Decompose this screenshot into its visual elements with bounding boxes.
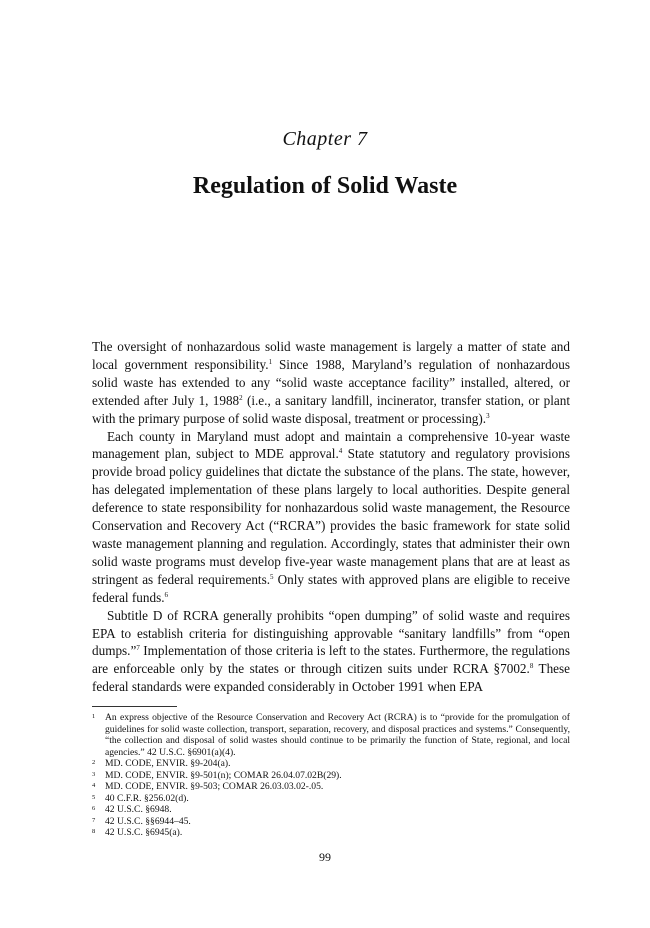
footnote-ref: 5 (270, 572, 274, 581)
footnote-number: 3 (92, 770, 96, 778)
footnote-ref: 3 (486, 411, 490, 420)
text-run: (i.e., a sanitary landfill, incinerator, transfer station, or plant with the primary purpose of solid waste disposal, treatment or processing). (92, 392, 570, 426)
text-run: These federal standards were expanded considerably in October 1991 when EPA (92, 661, 571, 695)
body-text (92, 338, 570, 696)
text-run: Implementation of those criteria is left to the states. Furthermore, the regulations are enforceable only by the states or through citizen suits under RCRA §7002. (92, 643, 570, 677)
text-run: Subtitle D of RCRA generally prohibits “open dumping” of solid waste and requires EPA to establish criteria for distinguishing approvable “sanitary landfills” from “open dumps.” (92, 607, 570, 659)
footnote-text: 42 U.S.C. §§6944–45. (105, 815, 191, 827)
text-run: Each county in Maryland must adopt and maintain a comprehensive 10-year waste management plan, subject to MDE approval. (92, 428, 570, 462)
footnote-text: MD. CODE, ENVIR. §9-503; COMAR 26.03.03.02-.05. (105, 781, 324, 792)
footnote-text: 42 U.S.C. §6948. (105, 804, 172, 815)
paragraph-3 (92, 607, 570, 697)
footnote-number: 8 (92, 828, 96, 835)
footnote-number: 5 (92, 793, 96, 801)
footnote-text: 42 U.S.C. §6945(a). (105, 827, 183, 838)
footnote-text: MD. CODE, ENVIR. §9-501(n); COMAR 26.04.07.02B(29). (105, 769, 342, 781)
footnote-number: 4 (92, 782, 96, 789)
text-run: State statutory and regulatory provisions provide broad policy guidelines that dictate the substance of the plans. The state, however, has delegated implementation of these plans largely to local authorities. Despite general deference to state responsibility for nonhazardous solid waste management, the Resource Conservation and Recovery Act (“RCRA”) provides the basic framework for state solid waste management planning and regulation. Accordingly, states that administer their own solid waste programs must develop five-year waste management plans that are at least as stringent as federal requirements. (92, 446, 570, 587)
footnote-4 (92, 781, 570, 793)
footnote-number: 7 (92, 816, 96, 824)
footnote-2 (92, 758, 570, 770)
footnotes (92, 712, 570, 839)
text-run: Since 1988, Maryland’s regulation of nonhazardous solid waste has extended to any “solid waste acceptance facility” installed, altered, or extended after July 1, 1988 (92, 356, 570, 408)
paragraph-1 (92, 338, 570, 428)
paragraph-2 (92, 428, 570, 607)
footnote-number: 1 (92, 713, 96, 720)
footnote-ref: 8 (529, 662, 534, 671)
footnote-ref: 6 (164, 590, 168, 599)
footnote-5 (92, 793, 570, 805)
chapter-title: Regulation of Solid Waste (192, 173, 458, 199)
footnote-8 (92, 827, 570, 839)
footnote-1 (92, 712, 570, 758)
text-run: The oversight of nonhazardous solid waste management is largely a matter of state and local government responsibility. (92, 339, 570, 372)
page-number: 99 (319, 850, 331, 864)
footnote-text: An express objective of the Resource Conservation and Recovery Act (RCRA) is to “provide for the promulgation of guidelines for solid waste collection, transport, separation, recovery, and disposal practices and systems.” Consequently, “the collection and disposal of solid wastes should continue to be primarily the function of State, regional, and local agencies.” 42 U.S.C. §6901(a)(4). (105, 712, 570, 758)
footnote-text: MD. CODE, ENVIR. §9-204(a). (105, 758, 231, 769)
footnote-text: 40 C.F.R. §256.02(d). (105, 792, 189, 804)
footnote-divider (92, 706, 177, 707)
footnote-number: 2 (92, 759, 96, 766)
footnote-ref: 4 (338, 447, 343, 456)
text-run: Only states with approved plans are eligible to receive federal funds. (92, 571, 570, 605)
chapter-label: Chapter 7 (282, 128, 368, 150)
footnote-number: 6 (92, 805, 96, 812)
footnote-ref: 2 (239, 393, 243, 402)
footnote-ref: 1 (268, 357, 273, 366)
footnote-6 (92, 804, 570, 816)
footnote-ref: 7 (136, 644, 140, 653)
footnote-3 (92, 770, 570, 782)
footnote-7 (92, 816, 570, 828)
